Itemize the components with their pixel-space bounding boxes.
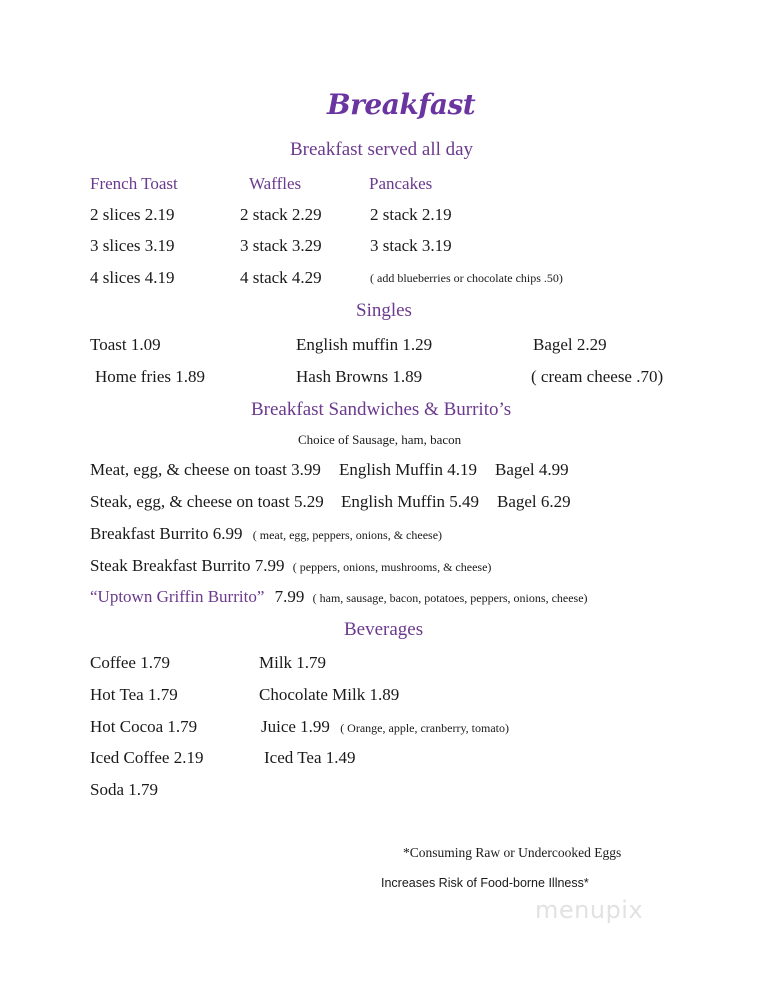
- pancakes-item: 2 stack 2.19: [370, 205, 452, 224]
- singles-item: English muffin 1.29: [296, 335, 433, 354]
- singles-item: Toast 1.09: [90, 335, 161, 354]
- french-toast-item: 2 slices 2.19: [90, 205, 175, 224]
- french-toast-heading: French Toast: [90, 174, 178, 193]
- pancakes-item: 3 stack 3.19: [370, 236, 452, 255]
- waffles-item: 3 stack 3.29: [240, 236, 322, 255]
- waffles-item: 4 stack 4.29: [240, 268, 322, 287]
- burrito-item: [90, 524, 442, 544]
- singles-heading: Singles: [356, 300, 412, 321]
- cream-cheese-note: ( cream cheese .70): [531, 367, 664, 386]
- juice-label: Juice 1.99: [261, 717, 330, 736]
- burrito-desc: ( meat, egg, peppers, onions, & cheese): [252, 528, 443, 542]
- burrito-desc: ( peppers, onions, mushrooms, & cheese): [292, 560, 492, 574]
- singles-item: Hash Browns 1.89: [296, 367, 423, 386]
- menu-subtitle: Breakfast served all day: [290, 139, 474, 160]
- beverage-item: Iced Tea 1.49: [264, 748, 356, 767]
- french-toast-item: 4 slices 4.19: [90, 268, 175, 287]
- pancakes-addon-note: ( add blueberries or chocolate chips .50): [370, 271, 563, 285]
- burrito-desc: ( ham, sausage, bacon, potatoes, peppers, onions, cheese): [312, 591, 588, 605]
- juice-note: ( Orange, apple, cranberry, tomato): [340, 721, 509, 735]
- waffles-item: 2 stack 2.29: [240, 205, 322, 224]
- singles-item: Bagel 2.29: [533, 335, 607, 354]
- french-toast-item: 3 slices 3.19: [90, 236, 175, 255]
- burrito-item: [90, 587, 588, 607]
- burrito-item: [90, 556, 491, 576]
- pancakes-heading: Pancakes: [369, 174, 433, 193]
- beverage-item: [261, 717, 509, 737]
- sandwich-bagel: Bagel 4.99: [495, 460, 569, 479]
- beverage-item: Iced Coffee 2.19: [90, 748, 204, 767]
- beverage-item: Milk 1.79: [259, 653, 327, 672]
- sandwich-bagel: Bagel 6.29: [497, 492, 571, 511]
- beverage-item: Chocolate Milk 1.89: [259, 685, 400, 704]
- burrito-name: Steak Breakfast Burrito 7.99: [90, 556, 285, 575]
- burrito-price: 7.99: [274, 587, 305, 606]
- disclaimer-line1: *Consuming Raw or Undercooked Eggs: [403, 845, 622, 860]
- sandwich-muffin: English Muffin 4.19: [339, 460, 478, 479]
- disclaimer-line2: Increases Risk of Food-borne Illness*: [381, 876, 589, 890]
- beverage-item: Coffee 1.79: [90, 653, 170, 672]
- sandwiches-heading: Breakfast Sandwiches & Burrito’s: [251, 399, 512, 420]
- sandwich-toast: Steak, egg, & cheese on toast 5.29: [90, 492, 324, 511]
- waffles-heading: Waffles: [249, 174, 302, 193]
- menu-title: Breakfast: [327, 88, 476, 121]
- singles-item: Home fries 1.89: [95, 367, 206, 386]
- signature-burrito-name: “Uptown Griffin Burrito”: [90, 587, 265, 606]
- burrito-name: Breakfast Burrito 6.99: [90, 524, 243, 543]
- sandwich-muffin: English Muffin 5.49: [341, 492, 480, 511]
- sandwiches-subheading: Choice of Sausage, ham, bacon: [298, 432, 462, 447]
- sandwich-toast: Meat, egg, & cheese on toast 3.99: [90, 460, 321, 479]
- watermark-logo: menupix: [535, 896, 644, 924]
- beverage-item: Hot Cocoa 1.79: [90, 717, 198, 736]
- beverages-heading: Beverages: [344, 619, 424, 640]
- beverage-item: Soda 1.79: [90, 780, 158, 799]
- beverage-item: Hot Tea 1.79: [90, 685, 178, 704]
